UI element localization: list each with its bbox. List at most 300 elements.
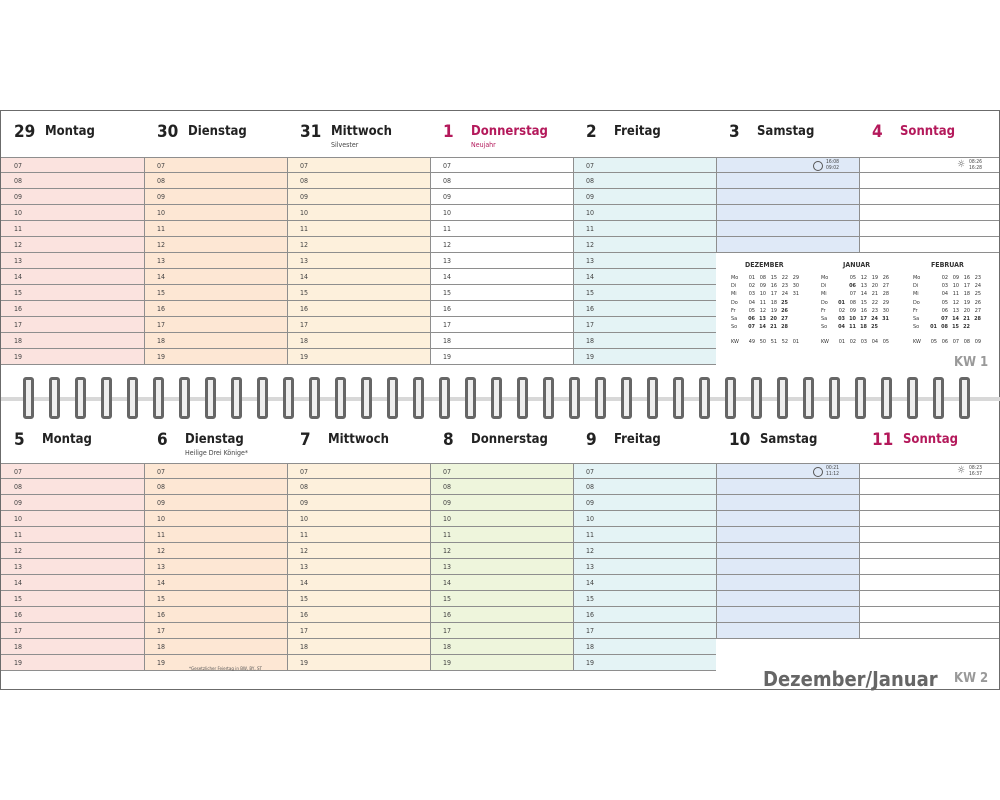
hour-row[interactable] bbox=[859, 527, 999, 543]
mini-day: 16 bbox=[963, 275, 970, 281]
hour-label: 16 bbox=[157, 611, 166, 619]
hour-row[interactable] bbox=[144, 623, 287, 639]
day-name: Donnerstag bbox=[471, 432, 548, 447]
mini-day: 02 bbox=[748, 283, 755, 290]
hour-label: 11 bbox=[14, 225, 23, 233]
hour-row[interactable] bbox=[573, 253, 716, 269]
mini-day: 28 bbox=[882, 291, 889, 298]
mini-weekday: Mi bbox=[821, 291, 827, 298]
day-column bbox=[1, 419, 144, 691]
hour-row[interactable] bbox=[1, 349, 144, 365]
hour-row[interactable] bbox=[430, 189, 573, 205]
hour-row[interactable] bbox=[573, 655, 716, 671]
hour-row[interactable] bbox=[1, 559, 144, 575]
hour-row[interactable] bbox=[859, 623, 999, 639]
hour-row[interactable] bbox=[430, 543, 573, 559]
footnote: *Gesetzlicher Feiertag in BW, BY, ST bbox=[189, 667, 263, 672]
hour-label: 14 bbox=[157, 579, 166, 587]
mini-day: 18 bbox=[963, 291, 970, 298]
hour-row[interactable] bbox=[144, 333, 287, 349]
hour-row[interactable] bbox=[430, 575, 573, 591]
hour-row[interactable] bbox=[859, 575, 999, 591]
hour-row[interactable] bbox=[144, 463, 287, 479]
mini-day: 09 bbox=[759, 283, 766, 290]
column-divider bbox=[144, 463, 145, 671]
mini-day: 11 bbox=[759, 299, 766, 306]
binding-ring bbox=[387, 377, 398, 419]
column-divider bbox=[573, 157, 574, 365]
moon-times bbox=[826, 465, 839, 477]
mini-day: 25 bbox=[871, 324, 878, 331]
hour-row[interactable] bbox=[1, 527, 144, 543]
hour-label: 19 bbox=[157, 353, 166, 361]
binding-ring bbox=[725, 377, 736, 419]
hour-label: 16 bbox=[14, 611, 23, 619]
hour-row[interactable] bbox=[144, 479, 287, 495]
mini-day: 28 bbox=[974, 316, 981, 322]
hour-row[interactable] bbox=[287, 349, 430, 365]
hour-row[interactable] bbox=[287, 463, 430, 479]
hour-label: 18 bbox=[157, 643, 166, 651]
hour-row[interactable] bbox=[573, 157, 716, 173]
mini-day: 14 bbox=[759, 324, 766, 331]
hour-row[interactable] bbox=[573, 639, 716, 655]
day-column bbox=[859, 419, 999, 691]
hour-label: 07 bbox=[300, 162, 309, 170]
hour-row[interactable] bbox=[716, 559, 859, 575]
mini-weekday: Mo bbox=[821, 275, 829, 281]
hour-row[interactable] bbox=[430, 349, 573, 365]
hour-row[interactable] bbox=[1, 463, 144, 479]
hour-row[interactable] bbox=[430, 301, 573, 317]
hour-row[interactable] bbox=[1, 269, 144, 285]
hour-row[interactable] bbox=[287, 301, 430, 317]
hour-row[interactable] bbox=[859, 173, 999, 189]
hour-label: 15 bbox=[157, 289, 166, 297]
sun-icon: ☼ bbox=[957, 159, 966, 170]
hour-label: 19 bbox=[443, 659, 452, 667]
hour-row[interactable] bbox=[430, 655, 573, 671]
hour-row[interactable] bbox=[573, 301, 716, 317]
binding-ring bbox=[621, 377, 632, 419]
hour-label: 10 bbox=[300, 209, 309, 217]
day-number: 2 bbox=[586, 122, 597, 142]
hour-label: 12 bbox=[14, 241, 23, 249]
hour-row[interactable] bbox=[287, 575, 430, 591]
hour-label: 13 bbox=[14, 563, 23, 571]
hour-row[interactable] bbox=[144, 317, 287, 333]
binding-ring bbox=[751, 377, 762, 419]
hour-row[interactable] bbox=[287, 189, 430, 205]
mini-day: 03 bbox=[748, 291, 755, 298]
hour-row[interactable] bbox=[1, 333, 144, 349]
hour-row[interactable] bbox=[573, 269, 716, 285]
hour-row[interactable] bbox=[430, 157, 573, 173]
hour-row[interactable] bbox=[1, 495, 144, 511]
hour-label: 17 bbox=[14, 627, 23, 635]
hour-row[interactable] bbox=[716, 479, 859, 495]
hour-label: 10 bbox=[586, 515, 595, 523]
mini-month-title: JANUAR bbox=[843, 261, 871, 269]
hour-row[interactable] bbox=[573, 349, 716, 365]
hour-row[interactable] bbox=[144, 575, 287, 591]
hour-row[interactable] bbox=[1, 591, 144, 607]
hour-row[interactable] bbox=[287, 237, 430, 253]
hour-label: 18 bbox=[443, 643, 452, 651]
hour-row[interactable] bbox=[144, 221, 287, 237]
hour-row[interactable] bbox=[859, 189, 999, 205]
mini-day: 30 bbox=[792, 283, 799, 290]
hour-row[interactable] bbox=[287, 285, 430, 301]
binding-ring bbox=[855, 377, 866, 419]
hour-row[interactable] bbox=[144, 205, 287, 221]
hour-row[interactable] bbox=[430, 511, 573, 527]
hour-row[interactable] bbox=[287, 527, 430, 543]
hour-row[interactable] bbox=[716, 527, 859, 543]
hour-row[interactable] bbox=[287, 253, 430, 269]
hour-row[interactable] bbox=[716, 237, 859, 253]
hour-label: 12 bbox=[443, 241, 452, 249]
hour-row[interactable] bbox=[1, 189, 144, 205]
mini-day: 28 bbox=[781, 324, 788, 331]
hour-row[interactable] bbox=[287, 543, 430, 559]
binding-ring bbox=[595, 377, 606, 419]
hour-row[interactable] bbox=[430, 253, 573, 269]
hour-row[interactable] bbox=[573, 575, 716, 591]
hour-row[interactable] bbox=[573, 463, 716, 479]
mini-day: 16 bbox=[860, 307, 867, 314]
hour-row[interactable] bbox=[1, 221, 144, 237]
hour-label: 16 bbox=[586, 305, 595, 313]
hour-label: 09 bbox=[586, 499, 595, 507]
mini-day: 13 bbox=[952, 307, 959, 314]
hour-label: 14 bbox=[586, 273, 595, 281]
week-number: KW 2 bbox=[954, 671, 989, 686]
hour-row[interactable] bbox=[573, 189, 716, 205]
hour-label: 13 bbox=[300, 257, 309, 265]
mini-day: 06 bbox=[849, 283, 856, 290]
hour-row[interactable] bbox=[430, 317, 573, 333]
hour-row[interactable] bbox=[1, 575, 144, 591]
hour-row[interactable] bbox=[573, 495, 716, 511]
hour-row[interactable] bbox=[287, 655, 430, 671]
hour-row[interactable] bbox=[859, 221, 999, 237]
hour-row[interactable] bbox=[430, 463, 573, 479]
binding-ring bbox=[101, 377, 112, 419]
hour-row[interactable] bbox=[1, 285, 144, 301]
column-divider bbox=[287, 157, 288, 365]
hour-row[interactable] bbox=[716, 591, 859, 607]
hour-row[interactable] bbox=[144, 559, 287, 575]
hour-row[interactable] bbox=[716, 173, 859, 189]
hour-row[interactable] bbox=[1, 157, 144, 173]
hour-row[interactable] bbox=[716, 623, 859, 639]
hour-row[interactable] bbox=[573, 221, 716, 237]
moon-times bbox=[826, 159, 839, 171]
hour-row[interactable] bbox=[144, 495, 287, 511]
hour-row[interactable] bbox=[430, 479, 573, 495]
hour-row[interactable] bbox=[716, 495, 859, 511]
hour-row[interactable] bbox=[430, 527, 573, 543]
sun-times bbox=[969, 159, 982, 171]
hour-row[interactable] bbox=[573, 543, 716, 559]
hour-label: 17 bbox=[443, 321, 452, 329]
mini-kw: 08 bbox=[963, 339, 970, 345]
hour-row[interactable] bbox=[573, 591, 716, 607]
hour-row[interactable] bbox=[859, 591, 999, 607]
hour-row[interactable] bbox=[144, 543, 287, 559]
hour-row[interactable] bbox=[287, 333, 430, 349]
hour-row[interactable] bbox=[573, 285, 716, 301]
mini-day: 08 bbox=[759, 275, 766, 281]
hour-row[interactable] bbox=[573, 173, 716, 189]
hour-row[interactable] bbox=[859, 237, 999, 253]
hour-row[interactable] bbox=[1, 205, 144, 221]
hour-row[interactable] bbox=[1, 639, 144, 655]
hour-row[interactable] bbox=[144, 639, 287, 655]
hour-label: 18 bbox=[14, 337, 23, 345]
hour-row[interactable] bbox=[573, 237, 716, 253]
hour-row[interactable] bbox=[1, 301, 144, 317]
mini-day: 26 bbox=[781, 307, 788, 314]
hour-label: 18 bbox=[14, 643, 23, 651]
hour-label: 07 bbox=[157, 162, 166, 170]
mini-day: 21 bbox=[963, 316, 970, 322]
hour-row[interactable] bbox=[573, 333, 716, 349]
mini-day: 27 bbox=[974, 307, 981, 314]
hour-row[interactable] bbox=[716, 543, 859, 559]
hour-row[interactable] bbox=[1, 655, 144, 671]
mini-weekday: Do bbox=[821, 299, 828, 306]
hour-row[interactable] bbox=[287, 511, 430, 527]
hour-row[interactable] bbox=[573, 623, 716, 639]
hour-label: 16 bbox=[443, 305, 452, 313]
hour-label: 14 bbox=[14, 579, 23, 587]
day-name: Samstag bbox=[757, 124, 815, 139]
holiday-label: Heilige Drei Könige* bbox=[185, 449, 249, 457]
hour-label: 19 bbox=[443, 353, 452, 361]
hour-label: 19 bbox=[586, 659, 595, 667]
hour-row[interactable] bbox=[1, 237, 144, 253]
mini-day: 01 bbox=[748, 275, 755, 281]
hour-row[interactable] bbox=[859, 511, 999, 527]
hour-row[interactable] bbox=[144, 527, 287, 543]
mini-weekday: Mi bbox=[913, 291, 919, 298]
hour-row[interactable] bbox=[1, 479, 144, 495]
binding-ring bbox=[23, 377, 34, 419]
mini-weekday: Di bbox=[913, 283, 919, 290]
sunrise-time: 08:23 bbox=[969, 465, 982, 471]
hour-label: 16 bbox=[14, 305, 23, 313]
hour-row[interactable] bbox=[859, 607, 999, 623]
hour-label: 18 bbox=[300, 337, 309, 345]
hour-row[interactable] bbox=[430, 559, 573, 575]
hour-row[interactable] bbox=[144, 253, 287, 269]
hour-label: 15 bbox=[586, 595, 595, 603]
day-number: 5 bbox=[14, 430, 25, 450]
hour-row[interactable] bbox=[287, 479, 430, 495]
hour-row[interactable] bbox=[430, 221, 573, 237]
hour-row[interactable] bbox=[287, 607, 430, 623]
hour-row[interactable] bbox=[287, 173, 430, 189]
hour-row[interactable] bbox=[573, 511, 716, 527]
binding-ring bbox=[569, 377, 580, 419]
hour-label: 13 bbox=[586, 257, 595, 265]
hour-row[interactable] bbox=[144, 349, 287, 365]
day-name: Freitag bbox=[614, 124, 661, 139]
hour-row[interactable] bbox=[430, 623, 573, 639]
mini-day: 15 bbox=[770, 275, 777, 281]
day-header bbox=[716, 111, 859, 163]
mini-weekday: So bbox=[731, 324, 738, 331]
hour-row[interactable] bbox=[859, 559, 999, 575]
day-column bbox=[287, 419, 430, 691]
mini-day: 21 bbox=[770, 324, 777, 331]
hour-row[interactable] bbox=[1, 173, 144, 189]
mini-day: 02 bbox=[838, 307, 845, 314]
hour-row[interactable] bbox=[287, 317, 430, 333]
moonset-time: 09:02 bbox=[826, 165, 839, 171]
mini-day: 12 bbox=[759, 307, 766, 314]
hour-row[interactable] bbox=[430, 269, 573, 285]
hour-row[interactable] bbox=[430, 495, 573, 511]
mini-day: 14 bbox=[952, 316, 959, 322]
hour-row[interactable] bbox=[144, 301, 287, 317]
hour-row[interactable] bbox=[430, 639, 573, 655]
hour-label: 15 bbox=[157, 595, 166, 603]
hour-label: 13 bbox=[14, 257, 23, 265]
hour-label: 15 bbox=[14, 289, 23, 297]
hour-row[interactable] bbox=[430, 173, 573, 189]
hour-label: 18 bbox=[586, 643, 595, 651]
hour-row[interactable] bbox=[144, 189, 287, 205]
hour-label: 09 bbox=[157, 193, 166, 201]
hour-row[interactable] bbox=[859, 495, 999, 511]
binding-ring bbox=[179, 377, 190, 419]
hour-row[interactable] bbox=[430, 607, 573, 623]
hour-row[interactable] bbox=[144, 173, 287, 189]
hour-row[interactable] bbox=[287, 269, 430, 285]
hour-row[interactable] bbox=[144, 511, 287, 527]
binding-ring bbox=[491, 377, 502, 419]
column-divider bbox=[144, 157, 145, 365]
mini-day: 24 bbox=[974, 283, 981, 290]
hour-row[interactable] bbox=[1, 253, 144, 269]
hour-row[interactable] bbox=[573, 527, 716, 543]
hour-row[interactable] bbox=[1, 623, 144, 639]
hour-label: 11 bbox=[157, 531, 166, 539]
hour-row[interactable] bbox=[430, 237, 573, 253]
mini-weekday: Di bbox=[731, 283, 737, 290]
hour-row[interactable] bbox=[573, 317, 716, 333]
binding-ring bbox=[777, 377, 788, 419]
moonrise-time: 00:21 bbox=[826, 465, 839, 471]
hour-row[interactable] bbox=[287, 591, 430, 607]
hour-row[interactable] bbox=[430, 333, 573, 349]
mini-day: 09 bbox=[952, 275, 959, 281]
hour-row[interactable] bbox=[287, 157, 430, 173]
hour-row[interactable] bbox=[716, 607, 859, 623]
mini-day: 31 bbox=[792, 291, 799, 298]
mini-day: 07 bbox=[941, 316, 948, 322]
hour-label: 12 bbox=[157, 241, 166, 249]
hour-row[interactable] bbox=[430, 285, 573, 301]
day-name: Mittwoch bbox=[328, 432, 389, 447]
hour-label: 09 bbox=[300, 499, 309, 507]
hour-label: 18 bbox=[443, 337, 452, 345]
hour-row[interactable] bbox=[144, 269, 287, 285]
hour-row[interactable] bbox=[573, 559, 716, 575]
mini-day: 23 bbox=[974, 275, 981, 281]
hour-row[interactable] bbox=[716, 189, 859, 205]
hour-row[interactable] bbox=[287, 221, 430, 237]
binding-ring bbox=[309, 377, 320, 419]
mini-day: 10 bbox=[759, 291, 766, 298]
hour-row[interactable] bbox=[573, 479, 716, 495]
hour-label: 17 bbox=[300, 321, 309, 329]
hour-row[interactable] bbox=[716, 205, 859, 221]
mini-weekday: Mo bbox=[731, 275, 739, 281]
hour-row[interactable] bbox=[573, 205, 716, 221]
hour-row[interactable] bbox=[144, 157, 287, 173]
hour-row[interactable] bbox=[430, 205, 573, 221]
hour-row[interactable] bbox=[144, 591, 287, 607]
hour-label: 11 bbox=[586, 531, 595, 539]
hour-label: 10 bbox=[157, 515, 166, 523]
hour-label: 17 bbox=[157, 321, 166, 329]
hour-row[interactable] bbox=[144, 285, 287, 301]
hour-label: 11 bbox=[586, 225, 595, 233]
hour-row[interactable] bbox=[859, 479, 999, 495]
hour-row[interactable] bbox=[1, 511, 144, 527]
hour-row[interactable] bbox=[1, 607, 144, 623]
hour-row[interactable] bbox=[144, 607, 287, 623]
hour-row[interactable] bbox=[287, 205, 430, 221]
hour-row[interactable] bbox=[859, 205, 999, 221]
day-column bbox=[144, 419, 287, 691]
hour-row[interactable] bbox=[287, 623, 430, 639]
mini-weekday: Mi bbox=[731, 291, 737, 298]
mini-kw: 50 bbox=[759, 339, 766, 345]
hour-row[interactable] bbox=[287, 559, 430, 575]
hour-row[interactable] bbox=[287, 639, 430, 655]
hour-row[interactable] bbox=[859, 543, 999, 559]
hour-label: 09 bbox=[443, 499, 452, 507]
day-column bbox=[716, 419, 859, 691]
hour-row[interactable] bbox=[573, 607, 716, 623]
hour-row[interactable] bbox=[716, 575, 859, 591]
day-name: Donnerstag bbox=[471, 124, 548, 139]
hour-label: 12 bbox=[586, 241, 595, 249]
hour-label: 13 bbox=[443, 563, 452, 571]
mini-day: 27 bbox=[781, 316, 788, 322]
binding-ring bbox=[283, 377, 294, 419]
hour-row[interactable] bbox=[1, 543, 144, 559]
day-column bbox=[144, 111, 287, 369]
mini-day: 15 bbox=[860, 299, 867, 306]
hour-row[interactable] bbox=[430, 591, 573, 607]
mini-weekday: Fr bbox=[821, 307, 826, 314]
day-name: Samstag bbox=[760, 432, 818, 447]
hour-row[interactable] bbox=[716, 511, 859, 527]
hour-label: 07 bbox=[586, 468, 595, 476]
hour-row[interactable] bbox=[716, 221, 859, 237]
hour-row[interactable] bbox=[287, 495, 430, 511]
mini-day: 04 bbox=[941, 291, 948, 298]
hour-row[interactable] bbox=[144, 237, 287, 253]
hour-row[interactable] bbox=[1, 317, 144, 333]
mini-day: 30 bbox=[882, 307, 889, 314]
